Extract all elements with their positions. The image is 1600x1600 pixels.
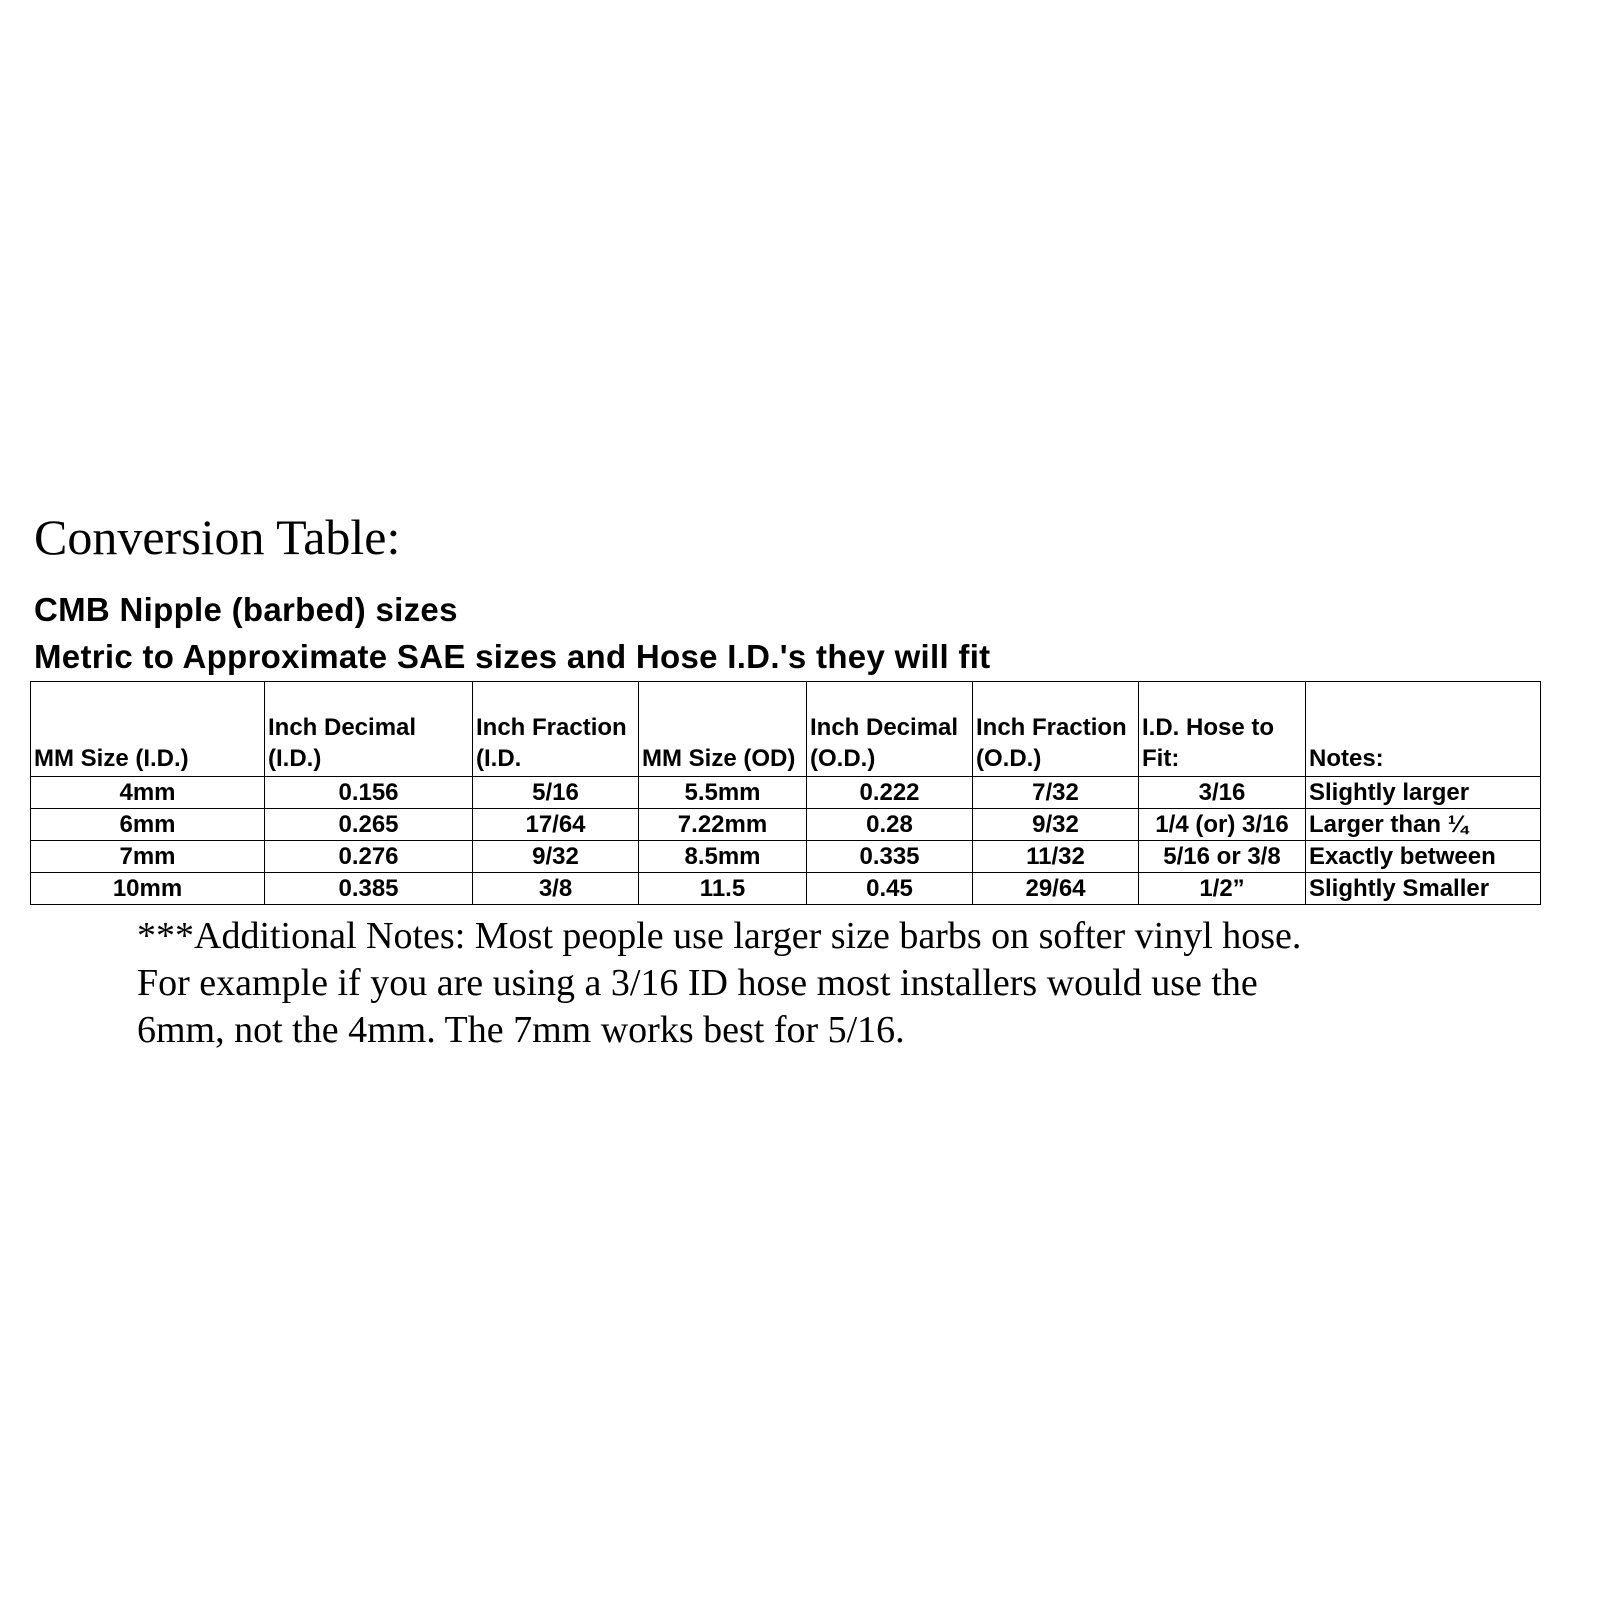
table-header-row: [31, 682, 1541, 777]
table-cell: 9/32: [973, 809, 1139, 841]
table-subtitle: CMB Nipple (barbed) sizes: [34, 591, 458, 628]
header-mm-size-od: MM Size (OD): [639, 682, 807, 777]
header-inch-fraction-id: Inch Fraction (I.D.: [473, 682, 639, 777]
table-cell: 0.265: [265, 809, 473, 841]
additional-notes-line: 6mm, not the 4mm. The 7mm works best for 5/16.: [137, 1009, 905, 1051]
table-cell: 0.156: [265, 777, 473, 809]
table-cell: 29/64: [973, 873, 1139, 905]
page-title: Conversion Table:: [34, 509, 401, 565]
table-row: [31, 873, 1541, 905]
table-cell: 1/2”: [1139, 873, 1306, 905]
table-cell: 6mm: [31, 809, 265, 841]
table-cell: 9/32: [473, 841, 639, 873]
table-cell: 0.45: [807, 873, 973, 905]
table-cell: 7.22mm: [639, 809, 807, 841]
table-cell: 0.276: [265, 841, 473, 873]
table-row: [31, 841, 1541, 873]
table-cell: 7mm: [31, 841, 265, 873]
header-inch-fraction-od: Inch Fraction (O.D.): [973, 682, 1139, 777]
table-cell: 0.385: [265, 873, 473, 905]
table-cell: 3/8: [473, 873, 639, 905]
additional-notes-line: For example if you are using a 3/16 ID hose most installers would use the: [137, 962, 1258, 1004]
table-cell: 11.5: [639, 873, 807, 905]
table-cell: 8.5mm: [639, 841, 807, 873]
table-cell: 0.335: [807, 841, 973, 873]
header-id-hose-to-fit: I.D. Hose to Fit:: [1139, 682, 1306, 777]
header-mm-size-id: MM Size (I.D.): [31, 682, 265, 777]
table-cell: 0.222: [807, 777, 973, 809]
table-row: [31, 777, 1541, 809]
table-cell: 3/16: [1139, 777, 1306, 809]
table-cell: 7/32: [973, 777, 1139, 809]
conversion-table: [30, 681, 1541, 905]
additional-notes: [137, 913, 1557, 1054]
table-cell: 11/32: [973, 841, 1139, 873]
table-cell: 10mm: [31, 873, 265, 905]
table-description: Metric to Approximate SAE sizes and Hose I.D.'s they will fit: [34, 638, 991, 675]
table-cell-notes: Slightly Smaller: [1306, 873, 1541, 905]
table-cell: 17/64: [473, 809, 639, 841]
table-cell: 4mm: [31, 777, 265, 809]
table-cell: 0.28: [807, 809, 973, 841]
table-cell: 1/4 (or) 3/16: [1139, 809, 1306, 841]
header-notes: Notes:: [1306, 682, 1541, 777]
additional-notes-line: ***Additional Notes: Most people use larger size barbs on softer vinyl hose.: [137, 915, 1302, 957]
table-cell-notes: Exactly between: [1306, 841, 1541, 873]
table-cell: 5/16: [473, 777, 639, 809]
table-cell: 5/16 or 3/8: [1139, 841, 1306, 873]
table-cell-notes: Larger than ¼: [1306, 809, 1541, 841]
table-row: [31, 809, 1541, 841]
table-cell: 5.5mm: [639, 777, 807, 809]
table-cell-notes: Slightly larger: [1306, 777, 1541, 809]
header-inch-decimal-id: Inch Decimal (I.D.): [265, 682, 473, 777]
header-inch-decimal-od: Inch Decimal (O.D.): [807, 682, 973, 777]
